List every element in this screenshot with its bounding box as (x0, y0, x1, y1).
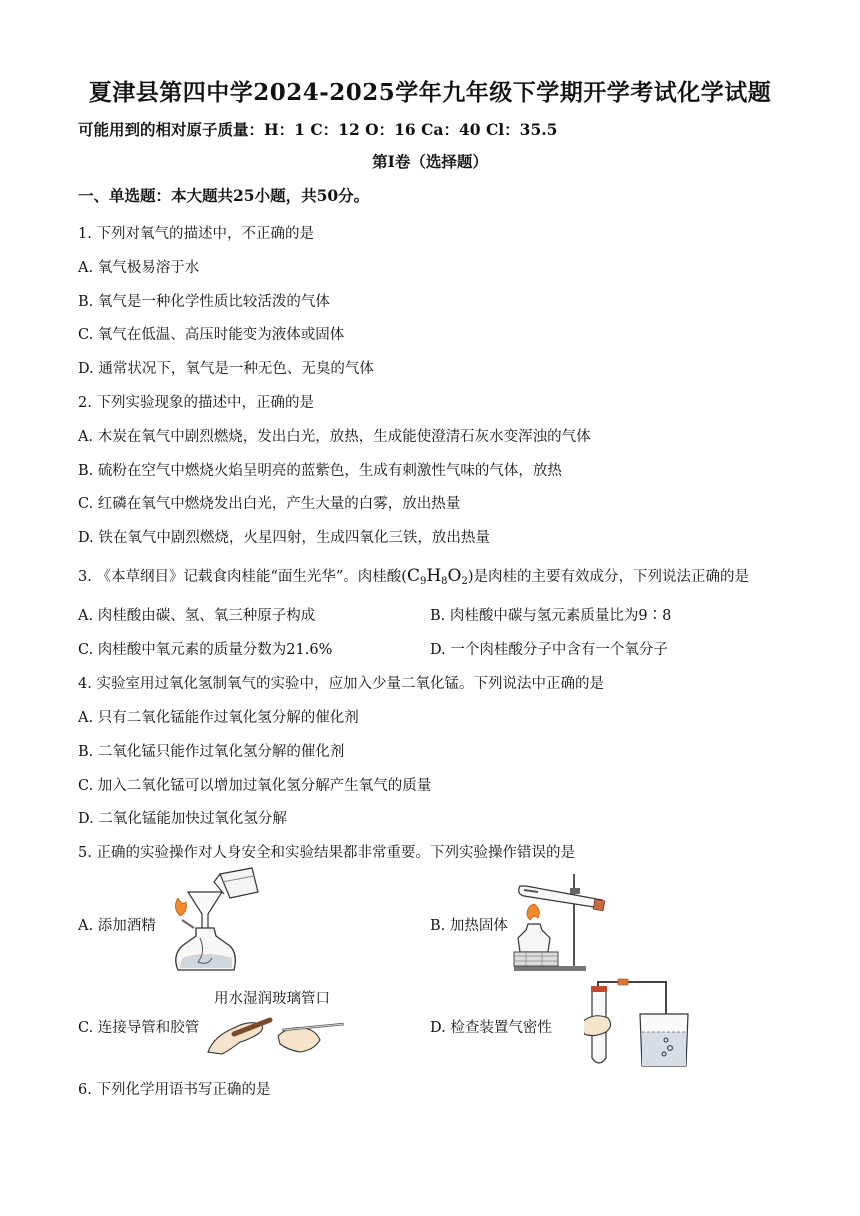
question-2-option-a: A. 木炭在氧气中剧烈燃烧，发出白光，放热，生成能使澄清石灰水变浑浊的气体 (78, 429, 591, 445)
question-3-option-b: B. 肉桂酸中碳与氢元素质量比为9∶8 (430, 608, 672, 624)
question-4-stem: 4. 实验室用过氧化氢制氧气的实验中，应加入少量二氧化锰。下列说法中正确的是 (78, 676, 604, 692)
question-3-stem-before: 3. 《本草纲目》记载食肉桂能“面生光华”。肉桂酸( (78, 569, 407, 585)
question-4-option-a: A. 只有二氧化锰能作过氧化氢分解的催化剂 (78, 710, 359, 726)
question-5-stem: 5. 正确的实验操作对人身安全和实验结果都非常重要。下列实验操作错误的是 (78, 845, 575, 861)
question-3-option-a: A. 肉桂酸由碳、氢、氧三种原子构成 (78, 608, 316, 624)
question-2-option-c: C. 红磷在氧气中燃烧发出白光，产生大量的白雾，放出热量 (78, 496, 461, 512)
question-4-option-c: C. 加入二氧化锰可以增加过氧化氢分解产生氧气的质量 (78, 778, 432, 794)
question-1-option-d: D. 通常状况下，氧气是一种无色、无臭的气体 (78, 361, 374, 377)
question-3-stem (78, 565, 749, 587)
heating-solid-illustration (508, 858, 618, 976)
question-1-option-c: C. 氧气在低温、高压时能变为液体或固体 (78, 327, 345, 343)
question-1-option-a: A. 氧气极易溶于水 (78, 260, 200, 276)
question-6-stem: 6. 下列化学用语书写正确的是 (78, 1082, 271, 1098)
alcohol-lamp-funnel-illustration (160, 862, 270, 982)
question-5-option-c: C. 连接导管和胶管 (78, 1020, 200, 1036)
question-3-option-d: D. 一个肉桂酸分子中含有一个氧分子 (430, 642, 668, 658)
question-2-option-b: B. 硫粉在空气中燃烧火焰呈明亮的蓝紫色，生成有刺激性气味的气体，放热 (78, 463, 562, 479)
part-heading: 一、单选题：本大题共25小题，共50分。 (78, 186, 370, 205)
atomic-masses: 可能用到的相对原子质量：H：1 C：12 O：16 Ca：40 Cl：35.5 (78, 120, 558, 139)
exam-title: 夏津县第四中学2024-2025学年九年级下学期开学考试化学试题 (88, 79, 772, 106)
formula: $C_9H_8O_2$ (406, 566, 468, 587)
question-4-option-b: B. 二氧化锰只能作过氧化氢分解的催化剂 (78, 744, 345, 760)
question-2-option-d: D. 铁在氧气中剧烈燃烧，火星四射，生成四氧化三铁，放出热量 (78, 530, 490, 546)
question-2-stem: 2. 下列实验现象的描述中，正确的是 (78, 395, 314, 411)
question-5-option-a: A. 添加酒精 (78, 918, 156, 934)
question-5-option-b: B. 加热固体 (430, 918, 508, 934)
question-5-option-d: D. 检查装置气密性 (430, 1020, 552, 1036)
airtightness-check-illustration (584, 978, 704, 1070)
question-1-option-b: B. 氧气是一种化学性质比较活泼的气体 (78, 294, 330, 310)
question-4-option-d: D. 二氧化锰能加快过氧化氢分解 (78, 811, 287, 827)
section-title: 第Ⅰ卷（选择题） (372, 152, 488, 171)
question-1-stem: 1. 下列对氧气的描述中，不正确的是 (78, 226, 314, 242)
question-3-stem-after: )是肉桂的主要有效成分，下列说法正确的是 (467, 569, 749, 585)
figure-c-caption: 用水湿润玻璃管口 (214, 991, 330, 1007)
question-3-option-c: C. 肉桂酸中氧元素的质量分数为21.6% (78, 642, 333, 658)
tube-connection-illustration (204, 1006, 348, 1058)
